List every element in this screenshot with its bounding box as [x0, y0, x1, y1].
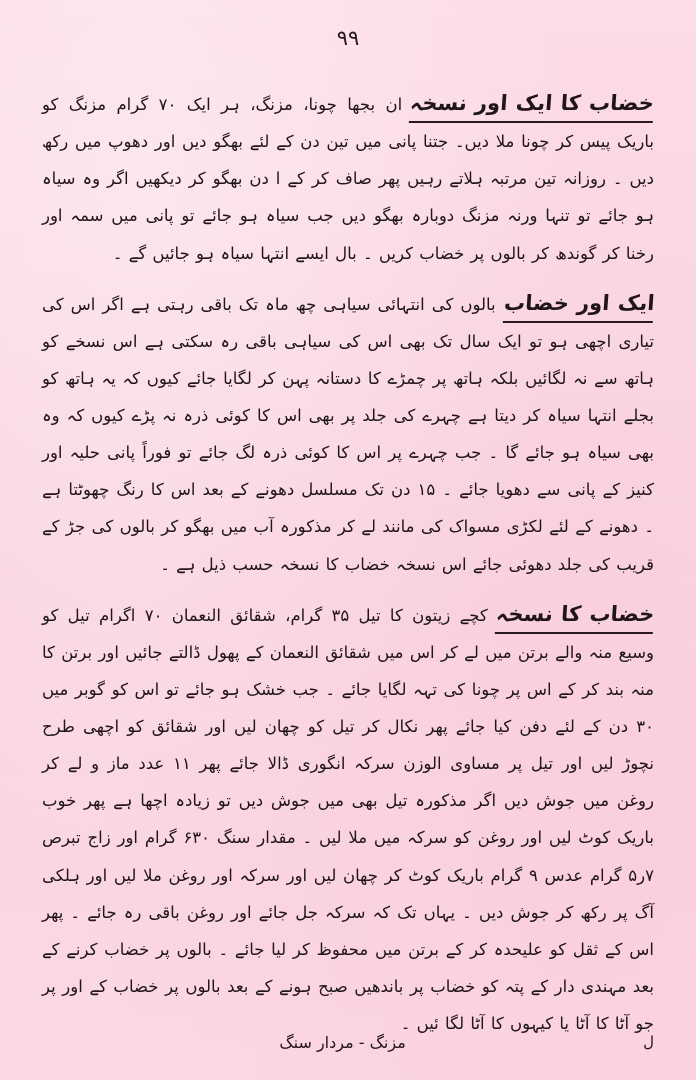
- section-body: [42, 597, 654, 1043]
- section-text: بالوں کی انتہائی سیاہی چھ ماہ تک باقی رہتی ہے اگر اس کی تیاری اچھی ہو تو ایک سال تک بھی اس کی سیاہی باقی رہ سکتی ہے اس نسخے کو ہاتھ سے نہ لگائیں بلکہ ہاتھ پر چمڑے کا دستانہ پہن کر لگایا جائے کیوں کہ یہ ہاتھ کو بجلے انتہا سیاہ کر دیتا ہے چہرے کی جلد پر بھی اس کا کوئی ذرہ نہ پڑے کیوں کہ وہ بھی سیاہ ہو جائے گا ۔ جب چہرے پر اس کا کوئی ذرہ لگ جائے تو فوراً پانی حلیہ اور کنیز کے پانی سے دھویا جائے ۔ ۱۵ دن تک مسلسل دھونے کے بعد اس کا رنگ چھوٹتا ہے ۔ دھونے کے لئے لکڑی مسواک کی مانند لے کر مذکورہ آب میں بھگو کر بالوں کی جڑ کے قریب کی جلد دھوئی جائے اس نسخہ خضاب کا نسخہ حسب ذیل ہے ۔: [42, 294, 654, 574]
- footer-text: مزنگ - مردار سنگ: [279, 1033, 406, 1052]
- section-body: [42, 286, 654, 583]
- section-heading: ایک اور خضاب: [502, 288, 655, 323]
- section-khizab-ka-nuskha: [42, 597, 654, 1043]
- section-body: [42, 86, 654, 272]
- section-text: ان بجھا چونا، مزنگ، ہر ایک ۷۰ گرام مزنگ کو باریک پیس کر چونا ملا دیں۔ جتنا پانی میں تین دن کے لئے بھگو دیں اور دھوپ میں رکھ دیں ۔ روزانہ تین مرتبہ ہلاتے رہیں پھر صاف کر کے ا دن بھگو کر دیکھیں اگر وہ سیاہ ہو جائے تو تنہا ورنہ مزنگ دوبارہ بھگو دیں جب سیاہ ہو جائے تو پانی میں سمہ اور رخنا کر گوندھ کر بالوں پر خضاب کریں ۔ بال ایسے انتہا سیاہ ہو جائیں گے ۔: [42, 95, 654, 263]
- section-heading: خضاب کا ایک اور نسخہ: [409, 88, 655, 123]
- section-aik-aur-khizab: [42, 286, 654, 583]
- page-footer: [42, 1033, 654, 1052]
- page-content: [42, 86, 655, 1033]
- footer-number: ل: [643, 1033, 654, 1051]
- section-heading: خضاب کا نسخہ: [495, 599, 656, 634]
- section-text: کچے زیتون کا تیل ۳۵ گرام، شقائق النعمان ۷۰ اگرام تیل کو وسیع منہ والے برتن میں لے کر اس میں شقائق النعمان کے پھول ڈالتے جائیں اور برتن کا منہ بند کر کے اس پر چونا کی تہہ لگایا جائے ۔ جب خشک ہو جائے تو اس کو گوبر میں ۳۰ دن کے لئے دفن کیا جائے پھر نکال کر تیل کو چھان لیں اور شقائق کو اچھی طرح نچوڑ لیں اور تیل پر مساوی الوزن سرکہ انگوری ڈالا جائے پھر ۱۱ عدد ماز و لے کر روغن میں جوش دیں اگر مذکورہ تیل بھی میں جوش دیں تو زیادہ اچھا ہے پھر خوب باریک کوٹ لیں اور روغن کو سرکہ میں ملا لیں ۔ مقدار سنگ ۶۳۰ گرام اور زاج تبرص ۷ر۵ گرام عدس ۹ گرام باریک کوٹ کر چھان لیں اور سرکہ اور روغن ملا لیں اور ہلکی آگ پر رکھ کر جوش دیں ۔ یہاں تک کہ سرکہ جل جائے اور روغن باقی رہ جائے ۔ پھر اس کے ثقل کو علیحدہ کر کے برتن میں محفوظ کر لیا جائے ۔ بالوں پر خضاب کرنے کے بعد مہندی دار کے پتہ کو خضاب پر باندھیں صبح ہونے کے بعد بالوں پر خضاب کے اور پر جو آٹا کا آٹا یا کیہوں کا آٹا لگا ئیں ۔: [42, 605, 654, 1033]
- section-khizab-nuskha-1: [42, 86, 654, 272]
- page-number: ۹۹: [336, 26, 360, 50]
